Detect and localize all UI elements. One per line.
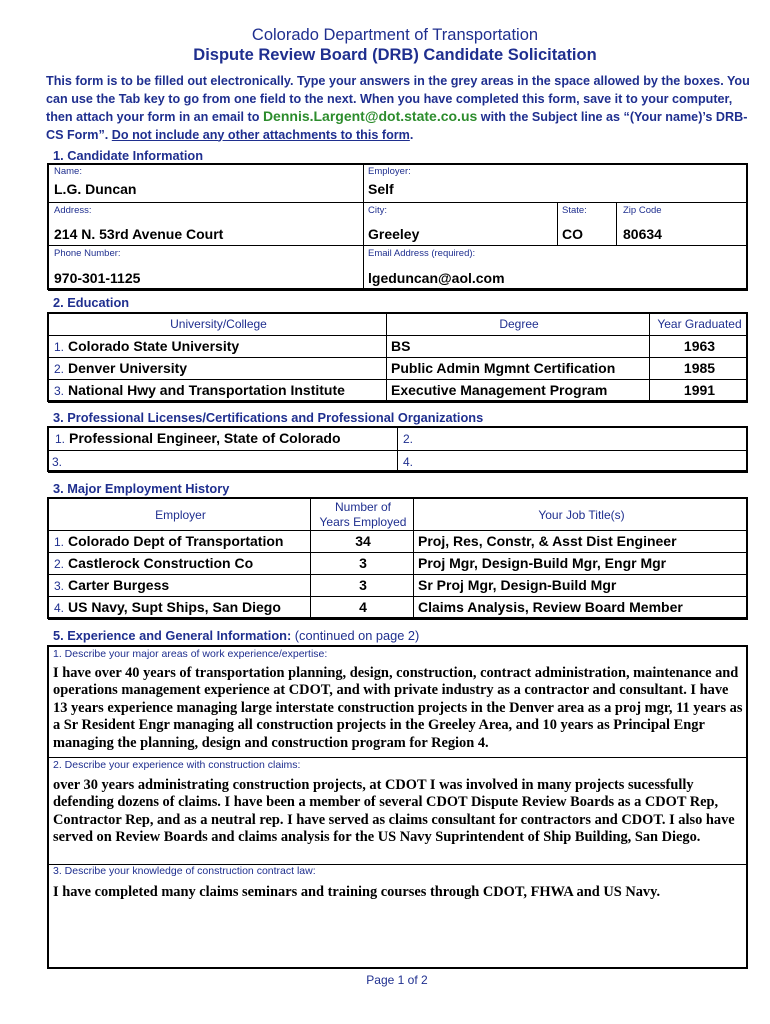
- form-title: Dispute Review Board (DRB) Candidate Solicitation: [193, 46, 597, 64]
- education-header-year: [649, 313, 748, 336]
- title-cell: [413, 552, 748, 575]
- table-row: [48, 552, 311, 575]
- table-row: [48, 530, 311, 553]
- degree-field[interactable]: Executive Management Program: [391, 382, 608, 398]
- state-label: State:: [562, 205, 587, 216]
- employer-label: Employer:: [368, 166, 411, 177]
- experience-section-heading: [53, 628, 419, 643]
- name-field[interactable]: L.G. Duncan: [54, 181, 137, 197]
- years-field[interactable]: 34: [355, 533, 371, 549]
- employment-table: [47, 497, 748, 619]
- employer-field[interactable]: Colorado Dept of Transportation: [68, 533, 284, 549]
- years-column-label-1: Number of: [334, 500, 392, 514]
- row-number: 1.: [54, 340, 65, 354]
- license-cell-4: [397, 450, 748, 473]
- city-cell: [363, 202, 558, 246]
- zip-cell: [616, 202, 748, 246]
- zip-label: Zip Code: [623, 205, 662, 216]
- instructions: [46, 73, 756, 144]
- employer-cell: [363, 164, 748, 203]
- row-number: 2.: [54, 362, 65, 376]
- year-field[interactable]: 1963: [683, 338, 716, 354]
- university-column-label: University/College: [170, 317, 267, 331]
- email-field[interactable]: lgeduncan@aol.com: [368, 270, 505, 286]
- phone-cell: [48, 245, 364, 291]
- year-cell: [649, 357, 748, 380]
- employer-field[interactable]: Self: [368, 181, 394, 197]
- row-number: 4.: [54, 601, 65, 615]
- license-field[interactable]: Professional Engineer, State of Colorado: [69, 430, 341, 446]
- row-number: 3.: [54, 384, 65, 398]
- phone-label: Phone Number:: [54, 248, 121, 259]
- item-number: 4.: [403, 455, 414, 469]
- organization-title: Colorado Department of Transportation: [251, 26, 539, 44]
- degree-field[interactable]: BS: [391, 338, 411, 354]
- employer-field[interactable]: Castlerock Construction Co: [68, 555, 254, 571]
- instructions-text-2: with the Subject line as “(Your name)’s DRB-CS Form”.: [46, 110, 748, 142]
- title-cell: [413, 530, 748, 553]
- license-cell-1: [48, 427, 398, 451]
- instructions-text-1: This form is to be filled out electronically. Type your answers in the grey areas in the space allowed by the boxes. You can use the Tab key to go from one field to the next. When you have completed this form, save it to your computer, then attach your form in an email to: [46, 74, 750, 124]
- question-3-label: 3. Describe your knowledge of construction contract law:: [53, 865, 316, 877]
- university-field[interactable]: Denver University: [68, 360, 188, 376]
- name-cell: [48, 164, 364, 203]
- zip-field[interactable]: 80634: [623, 226, 662, 242]
- degree-cell: [386, 379, 650, 403]
- answer-3-field[interactable]: I have completed many claims seminars and training courses through CDOT, FHWA and US Navy.: [53, 884, 661, 900]
- attachments-warning: Do not include any other attachments to this form: [111, 127, 410, 142]
- table-row: [48, 335, 387, 358]
- year-field[interactable]: 1985: [683, 360, 716, 376]
- degree-field[interactable]: Public Admin Mgmnt Certification: [391, 360, 616, 376]
- page-number: Page 1 of 2: [366, 973, 428, 987]
- state-field[interactable]: CO: [562, 226, 583, 242]
- employment-section-heading: 3. Major Employment History: [53, 481, 230, 496]
- employment-header-title: [413, 498, 748, 531]
- candidate-section-heading: 1. Candidate Information: [53, 148, 204, 163]
- license-cell-3: [48, 450, 398, 473]
- city-label: City:: [368, 205, 387, 216]
- education-section-heading: 2. Education: [53, 295, 130, 310]
- employment-header-employer: [48, 498, 311, 531]
- answer-1-field[interactable]: I have over 40 years of transportation planning, design, construction, contract administration, maintenance and operations management experience at CDOT, and with private industry as a contractor and consultant. I have 13 years experience managing large interstate construction projects in the Denver area as a proj mgr, 11 years as a Sr Resident Engr managing all construction projects in the Greeley Area, and 10 years as Principal Engr managing the planning, design and construction program for Region 4.: [53, 665, 743, 751]
- years-cell: [310, 574, 414, 597]
- years-field[interactable]: 3: [359, 577, 367, 593]
- university-field[interactable]: Colorado State University: [68, 338, 240, 354]
- employer-field[interactable]: Carter Burgess: [68, 577, 170, 593]
- question-2-label: 2. Describe your experience with construction claims:: [53, 759, 301, 771]
- degree-cell: [386, 335, 650, 358]
- job-title-field[interactable]: Sr Proj Mgr, Design-Build Mgr: [418, 577, 617, 593]
- email-cell: [363, 245, 748, 291]
- divider: [48, 757, 747, 758]
- employer-field[interactable]: US Navy, Supt Ships, San Diego: [68, 599, 281, 615]
- phone-field[interactable]: 970-301-1125: [54, 270, 141, 286]
- years-cell: [310, 530, 414, 553]
- question-1-label: 1. Describe your major areas of work experience/expertise:: [53, 648, 328, 660]
- city-field[interactable]: Greeley: [368, 226, 420, 242]
- title-cell: [413, 596, 748, 620]
- table-row: [48, 379, 387, 403]
- years-column-label-2: Years Employed: [319, 515, 407, 529]
- title-column-label: Your Job Title(s): [538, 508, 625, 522]
- year-field[interactable]: 1991: [683, 382, 716, 398]
- address-label: Address:: [54, 205, 92, 216]
- year-cell: [649, 379, 748, 403]
- years-field[interactable]: 4: [359, 599, 367, 615]
- email-label: Email Address (required):: [368, 248, 476, 259]
- table-row: [48, 357, 387, 380]
- row-number: 3.: [54, 579, 65, 593]
- instructions-period: .: [409, 127, 414, 142]
- item-number: 2.: [403, 432, 414, 446]
- years-cell: [310, 596, 414, 620]
- row-number: 2.: [54, 557, 65, 571]
- licenses-section-heading: 3. Professional Licenses/Certifications and Professional Organizations: [53, 410, 484, 425]
- table-row: [48, 596, 311, 620]
- education-header-degree: [386, 313, 650, 336]
- job-title-field[interactable]: Claims Analysis, Review Board Member: [418, 599, 683, 615]
- employer-column-label: Employer: [155, 508, 206, 522]
- university-field[interactable]: National Hwy and Transportation Institute: [68, 382, 345, 398]
- answer-2-field[interactable]: over 30 years administrating construction projects, at CDOT I was involved in many projects sucessfully defending dozens of claims. I have been a member of several CDOT Dispute Review Boards as a CDOT Rep, Contractor Rep, and as a neutral rep. I have served as claims consultant for contractors and CDOT. I also have served on Review Boards and claims analysis for the US Navy Suprintendent of Ship Building, San Diego.: [53, 777, 735, 846]
- item-number: 3.: [52, 455, 63, 469]
- address-field[interactable]: 214 N. 53rd Avenue Court: [54, 226, 224, 242]
- job-title-field[interactable]: Proj, Res, Constr, & Asst Dist Engineer: [418, 533, 677, 549]
- years-cell: [310, 552, 414, 575]
- experience-heading-text: 5. Experience and General Information:: [53, 628, 292, 643]
- item-number: 1.: [55, 432, 66, 446]
- row-number: 1.: [54, 535, 65, 549]
- degree-cell: [386, 357, 650, 380]
- submission-email: Dennis.Largent@dot.state.co.us: [262, 108, 478, 124]
- name-label: Name:: [54, 166, 82, 177]
- address-cell: [48, 202, 364, 246]
- years-field[interactable]: 3: [359, 555, 367, 571]
- year-cell: [649, 335, 748, 358]
- licenses-table: [47, 426, 748, 472]
- table-row: [48, 574, 311, 597]
- state-cell: [557, 202, 617, 246]
- employment-header-years: [310, 498, 414, 531]
- education-header-university: [48, 313, 387, 336]
- candidate-info-box: [47, 163, 748, 290]
- degree-column-label: Degree: [499, 317, 539, 331]
- title-cell: [413, 574, 748, 597]
- education-table: [47, 312, 748, 402]
- continued-note: (continued on page 2): [294, 628, 420, 643]
- license-cell-2: [397, 427, 748, 451]
- job-title-field[interactable]: Proj Mgr, Design-Build Mgr, Engr Mgr: [418, 555, 667, 571]
- year-column-label: Year Graduated: [657, 317, 742, 331]
